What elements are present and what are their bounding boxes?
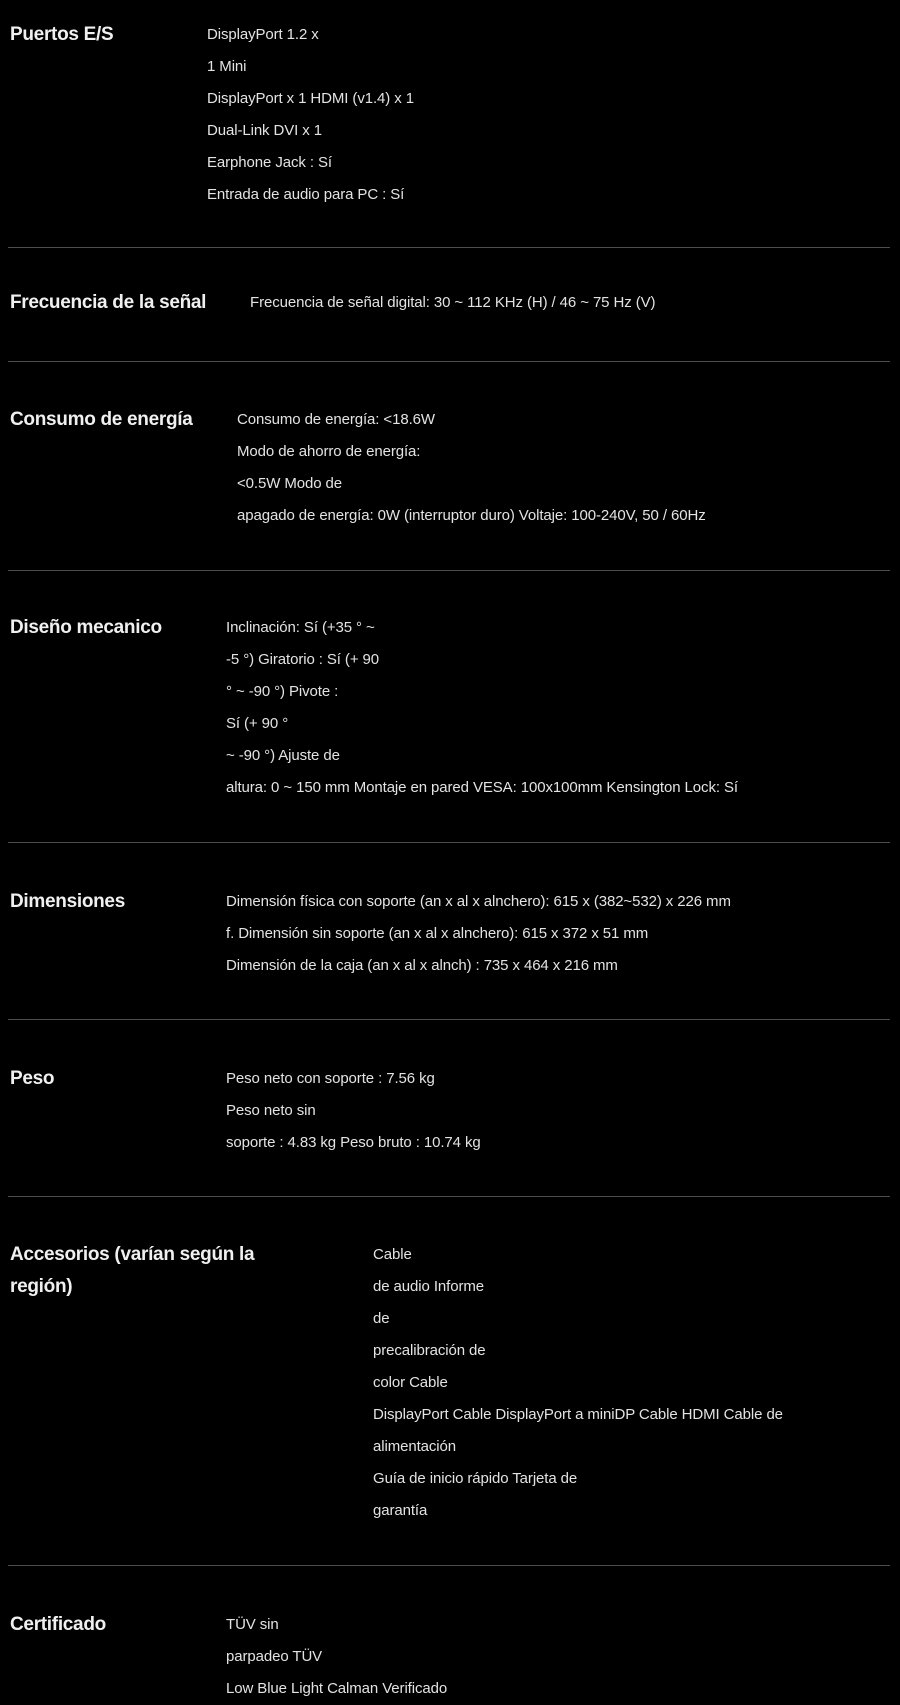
spec-value-line: Entrada de audio para PC : Sí [207,186,405,203]
spec-section-certificado [0,1566,900,1705]
section-heading: Dimensiones [10,891,125,912]
spec-section-puertos-es [0,0,900,247]
spec-value-line: Consumo de energía: <18.6W [237,411,435,428]
spec-value-line: de [373,1310,390,1327]
section-heading: Consumo de energía [10,409,193,430]
spec-value-line: DisplayPort Cable DisplayPort a miniDP Cable HDMI Cable de [373,1406,783,1423]
section-values [226,1609,900,1705]
spec-value-line: Dual-Link DVI x 1 [207,122,323,139]
spec-value-line: apagado de energía: 0W (interruptor duro) Voltaje: 100-240V, 50 / 60Hz [237,507,706,524]
spec-value-line: parpadeo TÜV [226,1648,323,1665]
spec-value-line: Dimensión física con soporte (an x al x alnchero): 615 x (382~532) x 226 mm [226,893,731,910]
spec-value-line: <0.5W Modo de [237,475,343,492]
spec-value-line: Low Blue Light Calman Verificado [226,1680,448,1697]
spec-value-line: Peso neto con soporte : 7.56 kg [226,1070,435,1087]
section-heading: Peso [10,1068,55,1089]
spec-value-line: Dimensión de la caja (an x al x alnch) : 735 x 464 x 216 mm [226,957,618,974]
section-values [226,612,900,804]
spec-value-line: f. Dimensión sin soporte (an x al x alnchero): 615 x 372 x 51 mm [226,925,649,942]
section-values [226,886,900,982]
spec-section-frecuencia-senal [0,248,900,361]
spec-value-line: TÜV sin [226,1616,279,1633]
section-values [226,1063,900,1159]
spec-value-line: Guía de inicio rápido Tarjeta de [373,1470,578,1487]
spec-value-line: DisplayPort 1.2 x [207,26,319,43]
section-values [373,1239,900,1527]
spec-value-line: ~ -90 °) Ajuste de [226,747,340,764]
section-values [207,19,900,211]
section-values [250,287,900,319]
spec-value-line: DisplayPort x 1 HDMI (v1.4) x 1 [207,90,414,107]
section-heading: Puertos E/S [10,24,114,45]
spec-section-accesorios [0,1197,900,1565]
spec-value-line: Frecuencia de señal digital: 30 ~ 112 KHz (H) / 46 ~ 75 Hz (V) [250,294,656,311]
spec-section-consumo-energia [0,362,900,570]
spec-value-line: 1 Mini [207,58,247,75]
spec-value-line: de audio Informe [373,1278,484,1295]
spec-value-line: Earphone Jack : Sí [207,154,332,171]
spec-value-line: -5 °) Giratorio : Sí (+ 90 [226,651,380,668]
spec-value-line: Inclinación: Sí (+35 ° ~ [226,619,375,636]
spec-section-peso [0,1020,900,1196]
section-values [237,404,900,532]
spec-value-line: soporte : 4.83 kg Peso bruto : 10.74 kg [226,1134,481,1151]
spec-value-line: Cable [373,1246,412,1263]
section-heading: Frecuencia de la señal [10,292,207,313]
section-heading: Certificado [10,1614,106,1635]
spec-section-diseno-mecanico [0,571,900,842]
spec-value-line: altura: 0 ~ 150 mm Montaje en pared VESA: 100x100mm Kensington Lock: Sí [226,779,738,796]
spec-value-line: Sí (+ 90 ° [226,715,289,732]
spec-value-line: ° ~ -90 °) Pivote : [226,683,339,700]
spec-value-line: Peso neto sin [226,1102,316,1119]
spec-value-line: alimentación [373,1438,457,1455]
spec-value-line: garantía [373,1502,428,1519]
spec-value-line: color Cable [373,1374,448,1391]
spec-value-line: Modo de ahorro de energía: [237,443,421,460]
spec-value-line: precalibración de [373,1342,486,1359]
section-heading: Diseño mecanico [10,617,162,638]
spec-section-dimensiones [0,843,900,1019]
section-heading: Accesorios (varían según la región) [10,1244,255,1297]
